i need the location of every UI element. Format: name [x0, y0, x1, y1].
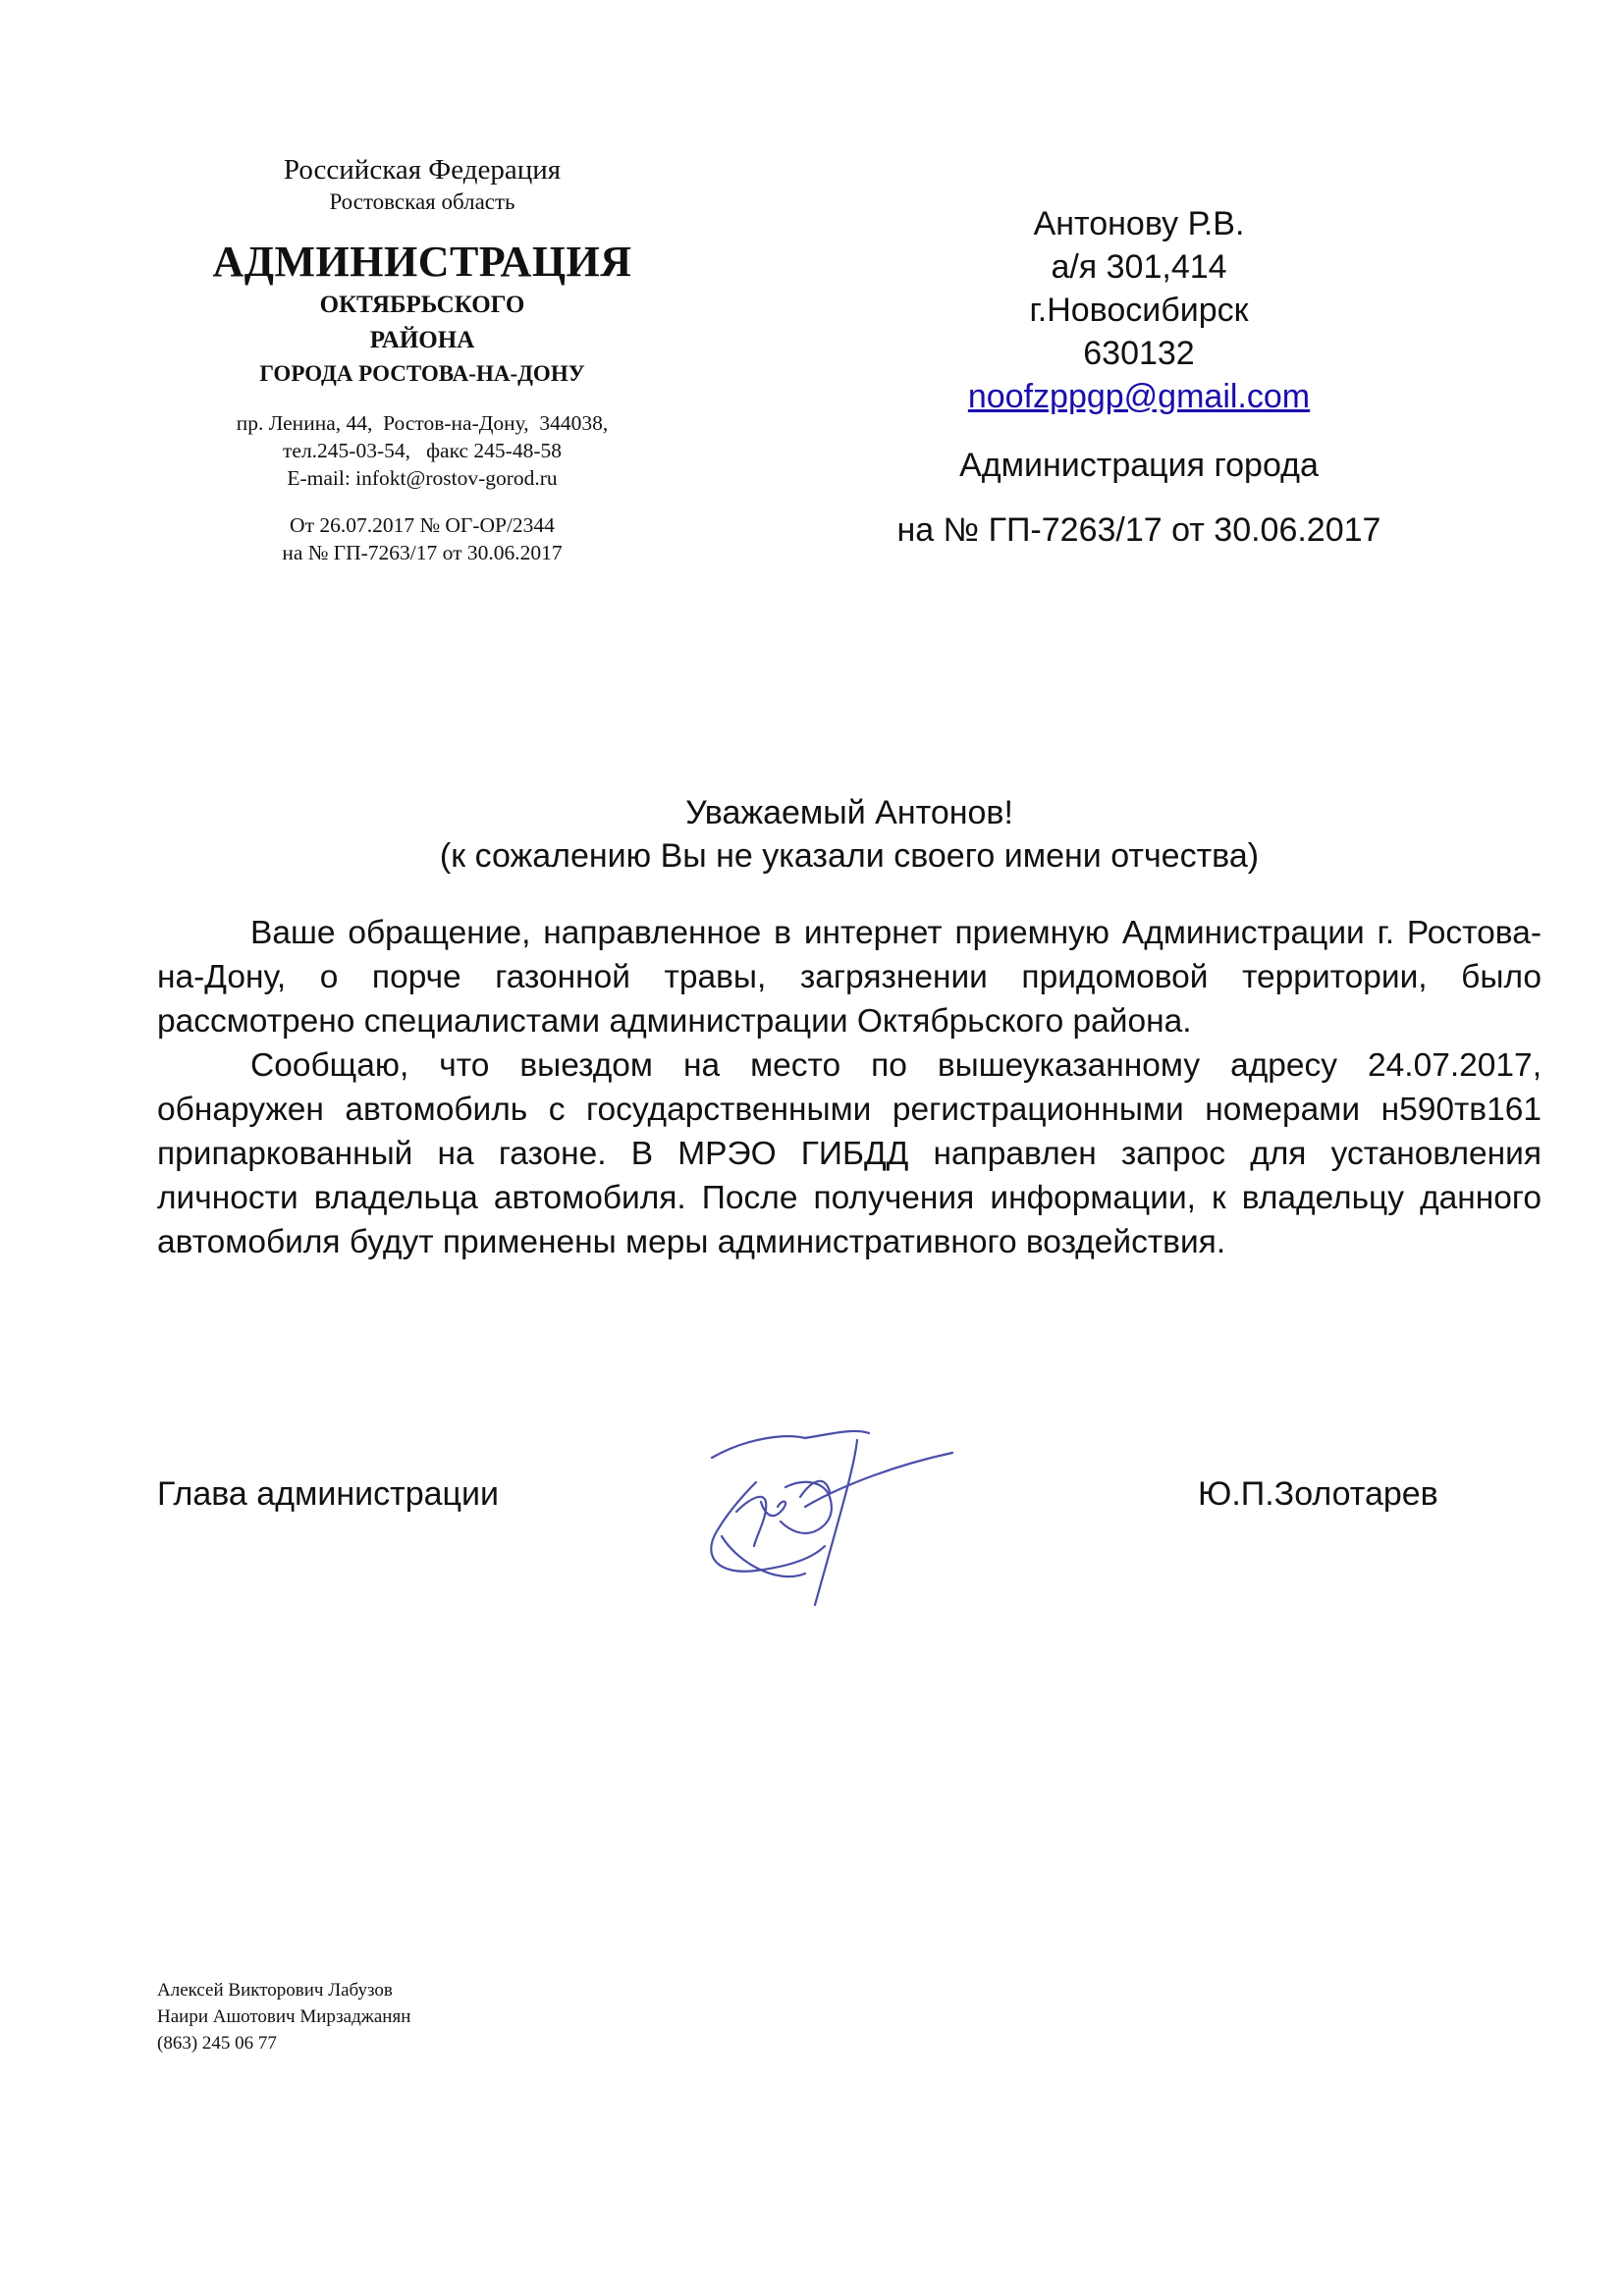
footer-contacts — [157, 1977, 410, 2056]
body-paragraph-2: Сообщаю, что выездом на место по вышеуказанному адресу 24.07.2017, обнаружен автомобиль с государственными регистрационными номерами н590тв161 припаркованный на газоне. В МРЭО ГИБДД направлен запрос для установления личности владельца автомобиля. После получения информации, к владельцу данного автомобиля будут применены меры административного воздействия. — [157, 1047, 1542, 1260]
letterhead-district-line2: РАЙОНА — [369, 327, 475, 353]
recipient-block — [844, 202, 1434, 552]
letterhead-address — [157, 409, 687, 492]
signature-name: Ю.П.Золотарев — [1198, 1475, 1438, 1513]
salutation-note: (к сожалению Вы не указали своего имени отчества) — [439, 837, 1260, 875]
recipient-po-box: а/я 301,414 — [1051, 248, 1227, 286]
handwritten-signature — [658, 1399, 972, 1625]
footer-phone: (863) 245 06 77 — [157, 2033, 277, 2054]
letterhead-city: ГОРОДА РОСТОВА-НА-ДОНУ — [259, 361, 585, 386]
letterhead-address-line2: тел.245-03-54, факс 245-48-58 — [283, 439, 562, 462]
letterhead-district-line1: ОКТЯБРЬСКОГО — [319, 292, 525, 318]
letterhead-region: Ростовская область — [329, 189, 515, 214]
footer-contact-2: Наири Ашотович Мирзаджанян — [157, 2006, 411, 2027]
salutation-greeting: Уважаемый Антонов! — [685, 794, 1013, 831]
body-paragraph-1: Ваше обращение, направленное в интернет приемную Администрации г. Ростова-на-Дону, о порче газонной травы, загрязнении придомовой территории, было рассмотрено специалистами администрации Октябрьского района. — [157, 915, 1542, 1040]
letterhead-ref-incoming: на № ГП-7263/17 от 30.06.2017 — [282, 541, 563, 564]
footer-contact-1: Алексей Викторович Лабузов — [157, 1980, 393, 2001]
letter-body — [157, 911, 1542, 1264]
letterhead-country: Российская Федерация — [283, 154, 562, 186]
signature-title: Глава администрации — [157, 1475, 500, 1513]
letterhead — [157, 152, 687, 566]
letterhead-ref-outgoing: От 26.07.2017 № ОГ-ОР/2344 — [290, 513, 555, 537]
letterhead-reference — [157, 511, 687, 566]
recipient-org: Администрация города — [959, 447, 1319, 484]
recipient-zip: 630132 — [1083, 335, 1195, 372]
recipient-reference: на № ГП-7263/17 от 30.06.2017 — [896, 511, 1381, 549]
letterhead-address-line1: пр. Ленина, 44, Ростов-на-Дону, 344038, — [236, 411, 609, 435]
recipient-name: Антонову Р.В. — [1033, 205, 1245, 242]
recipient-email-link[interactable]: noofzppgp@gmail.com — [967, 378, 1311, 415]
recipient-city: г.Новосибирск — [1029, 292, 1249, 329]
letterhead-admin-title: АДМИНИСТРАЦИЯ — [212, 238, 632, 286]
letterhead-email: E-mail: infokt@rostov-gorod.ru — [287, 466, 558, 490]
salutation — [157, 791, 1542, 878]
